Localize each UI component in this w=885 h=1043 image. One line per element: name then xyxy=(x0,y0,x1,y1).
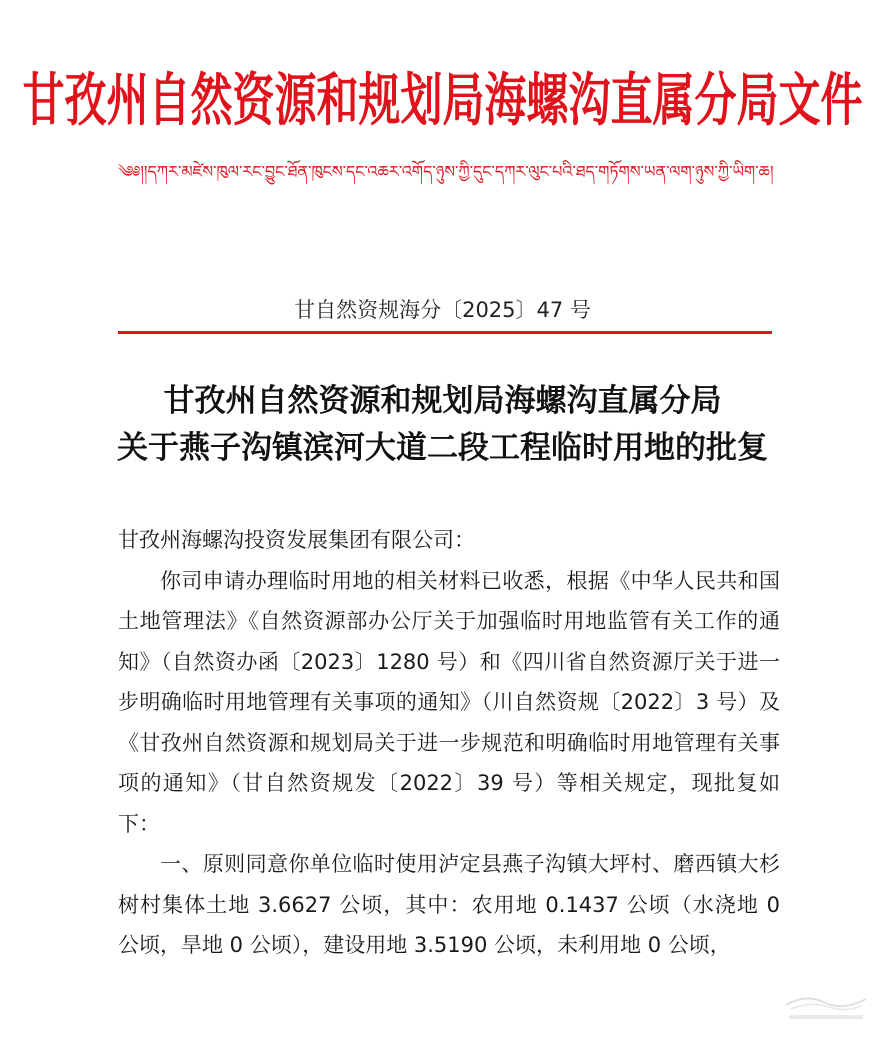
title-line-2: 关于燕子沟镇滨河大道二段工程临时用地的批复 xyxy=(117,430,768,466)
red-divider-line xyxy=(118,331,772,334)
document-number: 甘自然资规海分〔2025〕47 号 xyxy=(294,298,591,322)
body-paragraph-1: 你司申请办理临时用地的相关材料已收悉，根据《中华人民共和国土地管理法》《自然资源部办公厅关于加强临时用地监管有关工作的通知》（自然资办函〔2023〕1280 号）和《四川省自然资源厅关于进一步明确临时用地管理有关事项的通知》（川自然资规〔2022〕3 号）及《甘孜州自然资源和规划局关于进一步规范和明确临时用地管理有关事项的通知》（甘自然资规发〔2022〕39 号）等相关规定，现批复如下： xyxy=(118,568,780,836)
tibetan-header-line: ༄༅།།དཀར་མཛེས་ཁུལ་རང་བྱུང་ཐོན་ཁུངས་དང་འཆར་འགོད་ཉུས་ཀྱི་དུང་དཀར་ལུང་པའི་ཐད་གཏོགས་ཡན་ལག་ཉུས་ཀྱི་ཡིག་ཆ། xyxy=(118,162,774,181)
watermark-logo-icon xyxy=(781,991,871,1025)
document-title xyxy=(0,378,885,472)
document-header-title: 甘孜州自然资源和规划局海螺沟直属分局文件 xyxy=(22,66,863,133)
document-body xyxy=(118,520,780,966)
addressee: 甘孜州海螺沟投资发展集团有限公司： xyxy=(118,528,475,552)
body-paragraph-2: 一、原则同意你单位临时使用泸定县燕子沟镇大坪村、磨西镇大杉树村集体土地 3.6627 公顷，其中：农用地 0.1437 公顷（水浇地 0 公顷，旱地 0 公顷），建设用地 3.5190 公顷，未利用地 0 公顷， xyxy=(118,852,780,957)
title-line-1: 甘孜州自然资源和规划局海螺沟直属分局 xyxy=(163,383,722,419)
